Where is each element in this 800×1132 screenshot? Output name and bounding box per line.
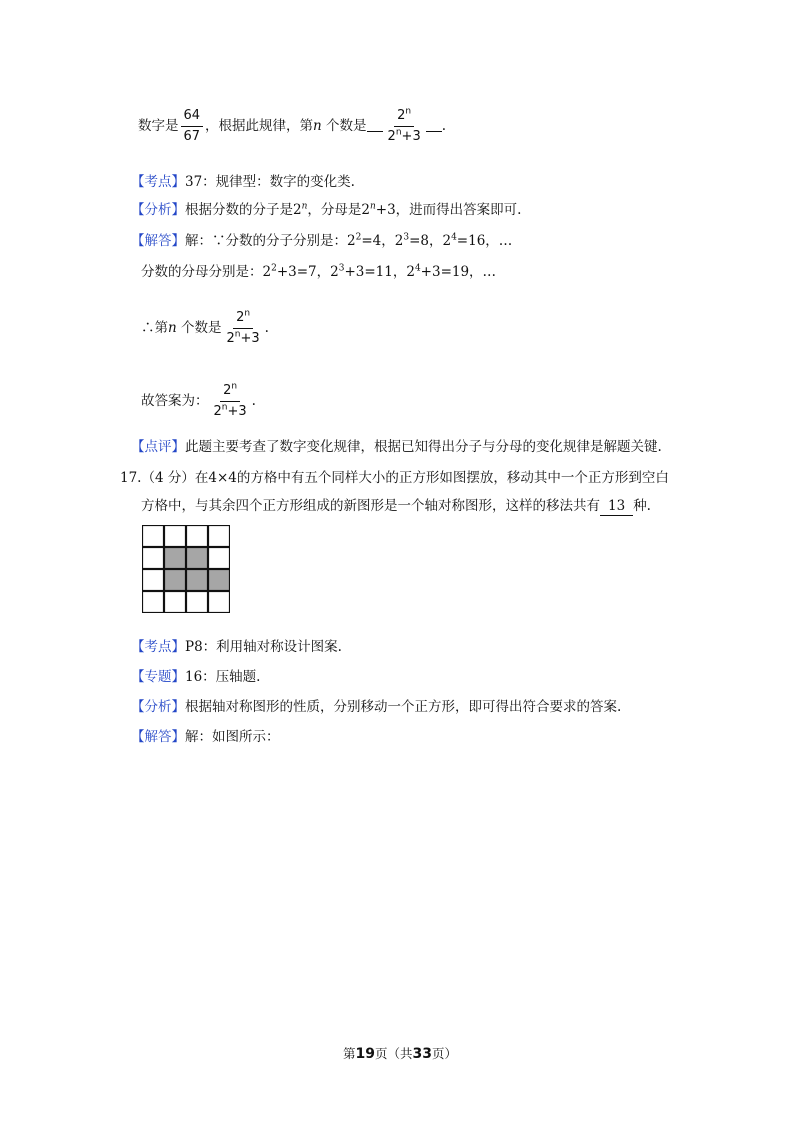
jieda-line: 【解答】解：∵分数的分子分别是：$2^2=4$，$2^3=8$，$2^4=16$，… — [131, 232, 513, 249]
fenxi-line: 【分析】根据分数的分子是2$^n$，分母是$2^n+3$，进而得出答案即可. — [131, 201, 522, 218]
q17-fenxi-tag: 【分析】 — [131, 699, 185, 715]
grid-cell-empty — [143, 526, 164, 547]
fraction-64-67: $\frac{64}{67}$ — [181, 108, 204, 145]
grid-cell-shaded — [209, 570, 230, 591]
therefore-line: ∴第n 个数是 $\frac{2^n}{2^n+3}$ . — [141, 308, 269, 346]
question-number: 17. — [120, 470, 142, 486]
grid-figure — [142, 525, 230, 613]
answer-blank: 13 — [600, 497, 633, 516]
grid-cell-empty — [187, 592, 208, 613]
grid-cell-shaded — [187, 548, 208, 569]
q17-jieda-line: 【解答】解：如图所示： — [131, 729, 280, 745]
page-number: 19 — [355, 1046, 375, 1062]
q17-kaodian-tag: 【考点】 — [131, 639, 185, 655]
grid-cell-shaded — [165, 548, 186, 569]
page-footer: 第19页（共33页） — [342, 1046, 457, 1062]
answer-fraction-final: $\frac{2^n}{2^n+3}$ — [213, 381, 247, 419]
underline-right — [426, 121, 442, 132]
q17-zhuanti-tag: 【专题】 — [131, 669, 185, 685]
dianping-tag: 【点评】 — [131, 439, 185, 455]
jieda-tag: 【解答】 — [131, 233, 185, 249]
fenxi-tag: 【分析】 — [131, 202, 185, 218]
grid-cell-empty — [209, 526, 230, 547]
grid-cell-empty — [165, 526, 186, 547]
q17-kaodian-line: 【考点】P8：利用轴对称设计图案. — [131, 639, 342, 655]
nth-term-fraction: $\frac{2^n}{2^n+3}$ — [226, 308, 260, 346]
q17-fenxi-line: 【分析】根据轴对称图形的性质，分别移动一个正方形，即可得出符合要求的答案. — [131, 699, 622, 715]
denominator-line: 分数的分母分别是：$2^2+3=7$，$2^3+3=11$，$2^4+3=19$，… — [141, 263, 497, 280]
answer-fraction: $\frac{2^n}{2^n+3}$ — [387, 106, 421, 144]
underline-left — [367, 121, 383, 132]
page-total: 33 — [412, 1046, 432, 1062]
q17-jieda-tag: 【解答】 — [131, 729, 185, 745]
question-17-line1: 17.（4 分）在4×4的方格中有五个同样大小的正方形如图摆放，移动其中一个正方形到空白 — [120, 470, 669, 486]
grid-cell-empty — [209, 548, 230, 569]
dianping-line: 【点评】此题主要考查了数字变化规律，根据已知得出分子与分母的变化规律是解题关键. — [131, 439, 662, 455]
grid-cell-empty — [143, 570, 164, 591]
grid-cell-empty — [143, 592, 164, 613]
grid-cell-empty — [187, 526, 208, 547]
kaodian-tag: 【考点】 — [131, 174, 185, 190]
grid-cell-shaded — [165, 570, 186, 591]
grid-cell-empty — [209, 592, 230, 613]
kaodian-line: 【考点】37：规律型：数字的变化类. — [131, 174, 355, 190]
grid-cell-empty — [165, 592, 186, 613]
answer-line: 故答案为： $\frac{2^n}{2^n+3}$ . — [141, 381, 256, 419]
q17-zhuanti-line: 【专题】16：压轴题. — [131, 669, 261, 685]
continuation-line: 数字是 $\frac{64}{67}$ ，根据此规律，第n 个数是 $\frac{2^n}{2^n+3}$ . — [138, 106, 447, 144]
grid-cell-shaded — [187, 570, 208, 591]
grid-cell-empty — [143, 548, 164, 569]
question-17-line2: 方格中，与其余四个正方形组成的新图形是一个轴对称图形，这样的移法共有 13 种. — [141, 498, 651, 514]
